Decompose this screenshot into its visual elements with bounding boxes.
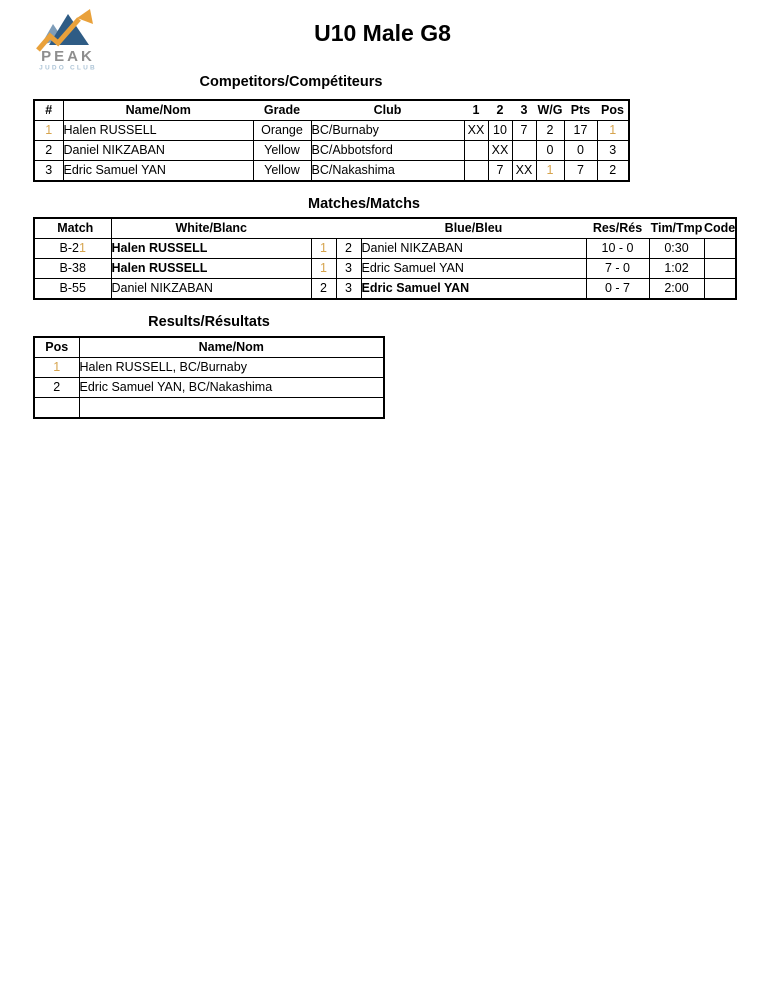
matches-section-title: Matches/Matchs — [307, 196, 420, 212]
white-number-cell: 1 — [311, 239, 336, 259]
round-2-cell: 7 — [488, 161, 512, 182]
header-name: Name/Nom — [63, 100, 253, 121]
position-cell: 3 — [597, 141, 629, 161]
results-section-title: Results/Résultats — [148, 314, 270, 330]
competitors-section-title: Competitors/Compétiteurs — [199, 74, 383, 90]
round-3-cell: 7 — [512, 121, 536, 141]
round-1-cell — [464, 161, 488, 182]
white-number-cell: 2 — [311, 279, 336, 300]
competitor-club-cell: BC/Nakashima — [311, 161, 464, 182]
result-position-cell — [34, 398, 79, 419]
header-blue-number — [336, 218, 361, 239]
round-3-cell — [512, 141, 536, 161]
competitor-number-cell: 3 — [34, 161, 63, 182]
code-cell — [704, 259, 736, 279]
time-cell: 2:00 — [649, 279, 704, 300]
white-number-cell: 1 — [311, 259, 336, 279]
points-cell: 17 — [564, 121, 597, 141]
match-row — [34, 279, 736, 300]
blue-number-cell: 2 — [336, 239, 361, 259]
result-row — [34, 398, 384, 419]
header-name: Name/Nom — [79, 337, 384, 358]
header-club: Club — [311, 100, 464, 121]
results-table — [33, 336, 385, 419]
result-name-cell: Edric Samuel YAN, BC/Nakashima — [79, 378, 384, 398]
time-cell: 1:02 — [649, 259, 704, 279]
result-name-cell: Halen RUSSELL, BC/Burnaby — [79, 358, 384, 378]
competitor-grade-cell: Yellow — [253, 161, 311, 182]
match-id-text: B-55 — [59, 281, 86, 295]
time-cell: 0:30 — [649, 239, 704, 259]
competitor-row — [34, 121, 629, 141]
code-cell — [704, 279, 736, 300]
match-id-cell — [34, 239, 111, 259]
match-id-cell — [34, 259, 111, 279]
position-cell: 1 — [597, 121, 629, 141]
wins-group-cell: 1 — [536, 161, 564, 182]
result-row — [34, 378, 384, 398]
competitor-grade-cell: Orange — [253, 121, 311, 141]
header-blue: Blue/Bleu — [361, 218, 586, 239]
white-player-cell: Halen RUSSELL — [111, 239, 311, 259]
header-position: Pos — [34, 337, 79, 358]
header-round-1: 1 — [464, 100, 488, 121]
blue-player-cell: Edric Samuel YAN — [361, 259, 586, 279]
header-points: Pts — [564, 100, 597, 121]
competitor-name-cell: Daniel NIKZABAN — [63, 141, 253, 161]
wins-group-cell: 0 — [536, 141, 564, 161]
competitor-number-cell: 1 — [34, 121, 63, 141]
wins-group-cell: 2 — [536, 121, 564, 141]
round-1-cell — [464, 141, 488, 161]
header-result: Res/Rés — [586, 218, 649, 239]
match-id-text: B-2 — [59, 241, 79, 255]
competitor-grade-cell: Yellow — [253, 141, 311, 161]
header-position: Pos — [597, 100, 629, 121]
result-cell: 0 - 7 — [586, 279, 649, 300]
result-row — [34, 358, 384, 378]
results-header-row — [34, 337, 384, 358]
result-name-cell — [79, 398, 384, 419]
result-position-cell: 2 — [34, 378, 79, 398]
matches-table — [33, 217, 737, 300]
white-player-cell: Halen RUSSELL — [111, 259, 311, 279]
competitor-row — [34, 141, 629, 161]
round-1-cell: XX — [464, 121, 488, 141]
result-cell: 7 - 0 — [586, 259, 649, 279]
competitor-name-cell: Halen RUSSELL — [63, 121, 253, 141]
competitors-table — [33, 99, 630, 182]
competitors-header-row — [34, 100, 629, 121]
match-row — [34, 259, 736, 279]
header-match: Match — [34, 218, 111, 239]
header-white-number — [311, 218, 336, 239]
code-cell — [704, 239, 736, 259]
competitor-club-cell: BC/Burnaby — [311, 121, 464, 141]
blue-number-cell: 3 — [336, 279, 361, 300]
competitor-row — [34, 161, 629, 182]
match-id-gold-digit: 1 — [79, 241, 86, 255]
match-id-cell — [34, 279, 111, 300]
round-3-cell: XX — [512, 161, 536, 182]
logo-brand-text: PEAK — [41, 48, 95, 65]
blue-player-cell: Daniel NIKZABAN — [361, 239, 586, 259]
match-row — [34, 239, 736, 259]
points-cell: 7 — [564, 161, 597, 182]
header-round-2: 2 — [488, 100, 512, 121]
result-cell: 10 - 0 — [586, 239, 649, 259]
competitor-name-cell: Edric Samuel YAN — [63, 161, 253, 182]
header-time: Tim/Tmp — [649, 218, 704, 239]
header-round-3: 3 — [512, 100, 536, 121]
round-2-cell: XX — [488, 141, 512, 161]
page-title: U10 Male G8 — [314, 20, 451, 46]
match-id-text: B-38 — [59, 261, 86, 275]
header-wins-group: W/G — [536, 100, 564, 121]
result-position-cell: 1 — [34, 358, 79, 378]
blue-player-cell: Edric Samuel YAN — [361, 279, 586, 300]
header-white: White/Blanc — [111, 218, 311, 239]
matches-header-row — [34, 218, 736, 239]
logo-subtitle-text: JUDO CLUB — [39, 64, 97, 71]
points-cell: 0 — [564, 141, 597, 161]
header-code: Code — [704, 218, 736, 239]
header-number: # — [34, 100, 63, 121]
round-2-cell: 10 — [488, 121, 512, 141]
position-cell: 2 — [597, 161, 629, 182]
competitor-number-cell: 2 — [34, 141, 63, 161]
blue-number-cell: 3 — [336, 259, 361, 279]
header-grade: Grade — [253, 100, 311, 121]
competitor-club-cell: BC/Abbotsford — [311, 141, 464, 161]
white-player-cell: Daniel NIKZABAN — [111, 279, 311, 300]
